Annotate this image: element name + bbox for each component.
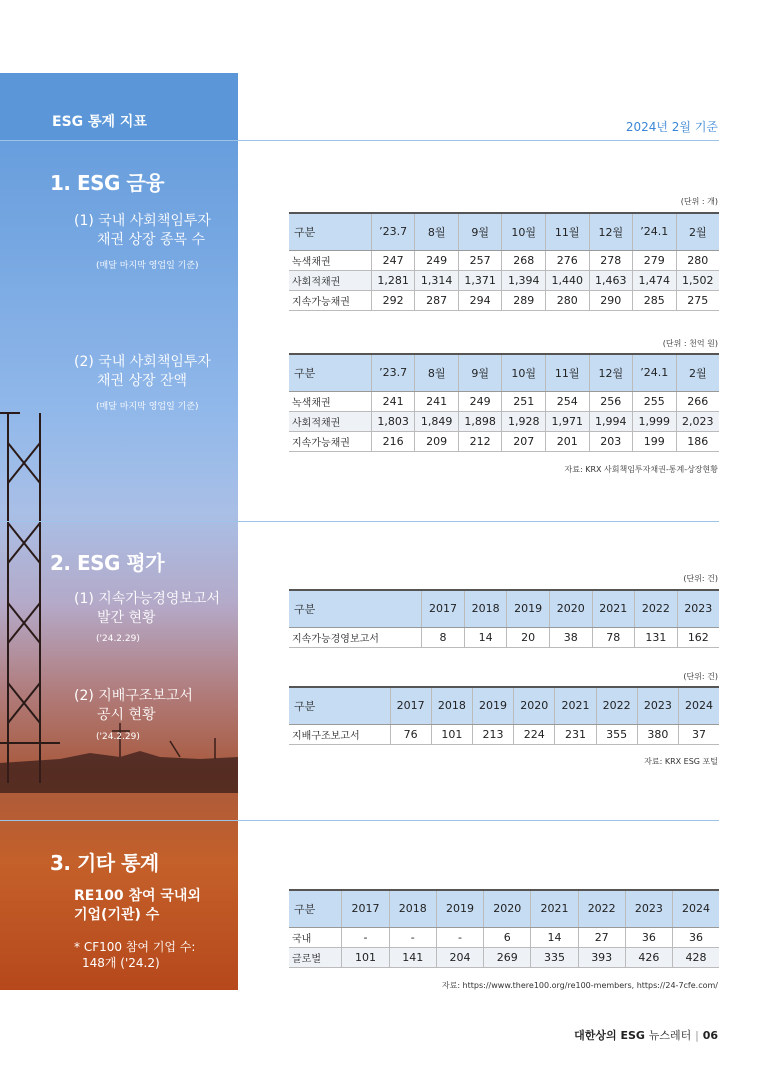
table-cell: 213	[472, 724, 513, 744]
table-cell: 1,994	[589, 411, 633, 431]
table-cell: 14	[464, 627, 507, 647]
table-header-cell: ’23.7	[371, 213, 415, 250]
table-header-cell: 2023	[625, 890, 672, 927]
table-header-cell: 9월	[458, 354, 502, 391]
table-header-row	[289, 687, 719, 724]
table-cell: 292	[371, 290, 415, 310]
table-cell: 204	[436, 947, 483, 967]
table-header-cell: 2017	[422, 590, 465, 627]
subsection-title-line1: (1) 지속가능경영보고서	[74, 591, 220, 607]
table-cell: 269	[484, 947, 531, 967]
table-cell: 256	[589, 391, 633, 411]
table-cell: 6	[484, 927, 531, 947]
table-cell: 사회적채권	[289, 270, 371, 290]
table-row	[289, 947, 719, 967]
subsection-title	[74, 212, 211, 250]
section-title-esg-evaluation: 2. ESG 평가	[50, 551, 165, 575]
table-cell: 76	[390, 724, 431, 744]
table-header-cell: 2021	[592, 590, 635, 627]
page-number: 06	[702, 1029, 718, 1042]
table-cell: -	[436, 927, 483, 947]
table-cell: 231	[555, 724, 596, 744]
bond-balance-table	[289, 353, 719, 452]
table-cell: 20	[507, 627, 550, 647]
table-cell: 212	[458, 431, 502, 451]
table-header-cell: 2017	[390, 687, 431, 724]
table-header-cell: 구분	[289, 590, 422, 627]
table-cell: 428	[673, 947, 719, 967]
subsection-title-line2: 발간 현황	[97, 610, 156, 626]
subsection-note: (매달 마지막 영업일 기준)	[96, 261, 199, 271]
table-header-cell: 2020	[514, 687, 555, 724]
table-row	[289, 927, 719, 947]
table-header-cell: 2월	[676, 213, 719, 250]
table-cell: 2,023	[676, 411, 719, 431]
table-cell: 101	[342, 947, 389, 967]
table-header-cell: 2023	[637, 687, 678, 724]
table-cell: 207	[502, 431, 546, 451]
table-header-cell: 2022	[635, 590, 678, 627]
date-standard: 2024년 2월 기준	[625, 120, 718, 134]
horizon-silhouette	[0, 713, 238, 793]
table-header-cell: 2019	[507, 590, 550, 627]
subsection-title-line1: (2) 국내 사회책임투자	[74, 354, 211, 370]
table-cell: 257	[458, 250, 502, 270]
table-header-cell: 2020	[549, 590, 592, 627]
table-cell: 글로벌	[289, 947, 342, 967]
unit-label: (단위 : 천억 원)	[662, 339, 718, 348]
source-note: 자료: KRX ESG 포털	[644, 757, 718, 766]
table-cell: -	[342, 927, 389, 947]
page-footer	[574, 1027, 718, 1043]
table-row	[289, 411, 719, 431]
subsection-title-line2: 채권 상장 잔액	[97, 373, 188, 389]
table-cell: 186	[676, 431, 719, 451]
table-header-cell: 구분	[289, 213, 371, 250]
table-cell: 268	[502, 250, 546, 270]
table-header-cell: 10월	[502, 354, 546, 391]
table-cell: 사회적채권	[289, 411, 371, 431]
table-cell: 1,971	[545, 411, 589, 431]
table-cell: 335	[531, 947, 578, 967]
unit-label: (단위: 건)	[683, 672, 718, 681]
table-row	[289, 431, 719, 451]
table-cell: 지배구조보고서	[289, 724, 390, 744]
unit-label: (단위: 건)	[683, 574, 718, 583]
table-header-cell: 11월	[545, 354, 589, 391]
unit-label: (단위 : 개)	[680, 197, 718, 206]
table-header-cell: 9월	[458, 213, 502, 250]
table-cell: 1,394	[502, 270, 546, 290]
table-header-cell: 구분	[289, 890, 342, 927]
table-cell: 녹색채권	[289, 391, 371, 411]
table-header-cell: 2017	[342, 890, 389, 927]
table-cell: 426	[625, 947, 672, 967]
governance-report-table	[289, 686, 719, 745]
table-cell: 162	[677, 627, 719, 647]
subsection-title-line1: (1) 국내 사회책임투자	[74, 213, 211, 229]
table-cell: 294	[458, 290, 502, 310]
table-header-row	[289, 354, 719, 391]
table-cell: 지속가능경영보고서	[289, 627, 422, 647]
section-title-esg-finance: 1. ESG 금융	[50, 171, 165, 195]
table-row	[289, 290, 719, 310]
table-cell: 241	[415, 391, 459, 411]
table-header-cell: 2022	[578, 890, 625, 927]
bond-count-table	[289, 212, 719, 311]
subsection-title-line1: (2) 지배구조보고서	[74, 688, 193, 704]
table-cell: 275	[676, 290, 719, 310]
table-header-row	[289, 213, 719, 250]
section-title-other-stats: 3. 기타 통계	[50, 851, 159, 875]
table-cell: 141	[389, 947, 436, 967]
table-header-cell: 11월	[545, 213, 589, 250]
table-header-cell: 2024	[673, 890, 719, 927]
footer-title: 대한상의 ESG	[574, 1029, 645, 1042]
cf100-note	[74, 939, 195, 971]
table-header-cell: 2019	[436, 890, 483, 927]
table-header-cell: 10월	[502, 213, 546, 250]
table-cell: 209	[415, 431, 459, 451]
table-cell: 1,849	[415, 411, 459, 431]
subsection-title-line2: 기업(기관) 수	[74, 907, 160, 923]
table-cell: 287	[415, 290, 459, 310]
table-header-row	[289, 890, 719, 927]
table-cell: -	[389, 927, 436, 947]
table-header-row	[289, 590, 719, 627]
subsection-note: (매달 마지막 영업일 기준)	[96, 402, 199, 412]
table-cell: 355	[596, 724, 637, 744]
table-cell: 1,281	[371, 270, 415, 290]
table-header-cell: 12월	[589, 213, 633, 250]
table-header-cell: 2019	[472, 687, 513, 724]
cf100-note-line1: * CF100 참여 기업 수:	[74, 940, 196, 954]
table-cell: 1,371	[458, 270, 502, 290]
table-cell: 36	[673, 927, 719, 947]
table-row	[289, 250, 719, 270]
table-cell: 203	[589, 431, 633, 451]
subsection-title-line2: 채권 상장 종목 수	[97, 232, 206, 248]
table-cell: 255	[633, 391, 677, 411]
table-cell: 278	[589, 250, 633, 270]
table-cell: 38	[549, 627, 592, 647]
footer-separator: |	[695, 1029, 699, 1042]
table-cell: 국내	[289, 927, 342, 947]
table-cell: 1,474	[633, 270, 677, 290]
table-cell: 131	[635, 627, 678, 647]
table-cell: 249	[458, 391, 502, 411]
table-row	[289, 724, 719, 744]
table-header-cell: 2018	[464, 590, 507, 627]
table-cell: 199	[633, 431, 677, 451]
table-cell: 249	[415, 250, 459, 270]
table-cell: 101	[431, 724, 472, 744]
subsection-title	[74, 687, 193, 725]
header-label: ESG 통계 지표	[52, 114, 147, 130]
subsection-title	[74, 887, 201, 925]
table-header-cell: 2023	[677, 590, 719, 627]
table-header-cell: 2021	[555, 687, 596, 724]
table-header-cell: 2018	[431, 687, 472, 724]
table-cell: 1,502	[676, 270, 719, 290]
source-note: 자료: https://www.there100.org/re100-members, https://24-7cfe.com/	[441, 981, 718, 990]
table-header-cell: 2월	[676, 354, 719, 391]
table-header-cell: 8월	[415, 213, 459, 250]
table-header-cell: 12월	[589, 354, 633, 391]
table-cell: 254	[545, 391, 589, 411]
table-row	[289, 270, 719, 290]
footer-subtitle: 뉴스레터	[648, 1029, 692, 1042]
table-cell: 289	[502, 290, 546, 310]
table-cell: 201	[545, 431, 589, 451]
table-cell: 78	[592, 627, 635, 647]
table-header-cell: 2022	[596, 687, 637, 724]
table-cell: 1,463	[589, 270, 633, 290]
table-cell: 지속가능채권	[289, 431, 371, 451]
table-cell: 285	[633, 290, 677, 310]
table-header-cell: ’24.1	[633, 213, 677, 250]
section-divider-1	[0, 521, 719, 522]
subsection-title	[74, 353, 211, 391]
table-header-cell: ’23.7	[371, 354, 415, 391]
table-cell: 276	[545, 250, 589, 270]
subsection-title-line2: 공시 현황	[97, 707, 156, 723]
table-header-cell: 8월	[415, 354, 459, 391]
table-row	[289, 391, 719, 411]
table-cell: 1,999	[633, 411, 677, 431]
table-cell: 224	[514, 724, 555, 744]
table-header-cell: ’24.1	[633, 354, 677, 391]
table-cell: 1,928	[502, 411, 546, 431]
table-cell: 1,898	[458, 411, 502, 431]
table-cell: 251	[502, 391, 546, 411]
table-cell: 37	[678, 724, 719, 744]
table-cell: 241	[371, 391, 415, 411]
table-header-cell: 2018	[389, 890, 436, 927]
subsection-title-line1: RE100 참여 국내외	[74, 888, 201, 904]
cf100-note-line2: 148개 ('24.2)	[82, 956, 160, 970]
re100-table	[289, 889, 719, 968]
table-cell: 1,440	[545, 270, 589, 290]
sustainability-report-table	[289, 589, 719, 648]
table-cell: 8	[422, 627, 465, 647]
table-cell: 36	[625, 927, 672, 947]
table-cell: 216	[371, 431, 415, 451]
table-cell: 290	[589, 290, 633, 310]
table-cell: 393	[578, 947, 625, 967]
table-cell: 지속가능채권	[289, 290, 371, 310]
table-header-cell: 2024	[678, 687, 719, 724]
subsection-note: ('24.2.29)	[96, 634, 140, 644]
table-cell: 279	[633, 250, 677, 270]
table-cell: 247	[371, 250, 415, 270]
table-header-cell: 2021	[531, 890, 578, 927]
table-cell: 27	[578, 927, 625, 947]
table-cell: 266	[676, 391, 719, 411]
table-header-cell: 구분	[289, 354, 371, 391]
table-cell: 14	[531, 927, 578, 947]
subsection-note: ('24.2.29)	[96, 732, 140, 742]
source-note: 자료: KRX 사회책임투자채권-통계-상장현황	[564, 465, 718, 474]
table-cell: 녹색채권	[289, 250, 371, 270]
header-divider	[0, 140, 719, 141]
table-cell: 280	[545, 290, 589, 310]
section-divider-2	[0, 820, 719, 821]
table-header-cell: 구분	[289, 687, 390, 724]
table-row	[289, 627, 719, 647]
table-cell: 280	[676, 250, 719, 270]
table-cell: 380	[637, 724, 678, 744]
table-header-cell: 2020	[484, 890, 531, 927]
subsection-title	[74, 590, 220, 628]
table-cell: 1,314	[415, 270, 459, 290]
table-cell: 1,803	[371, 411, 415, 431]
